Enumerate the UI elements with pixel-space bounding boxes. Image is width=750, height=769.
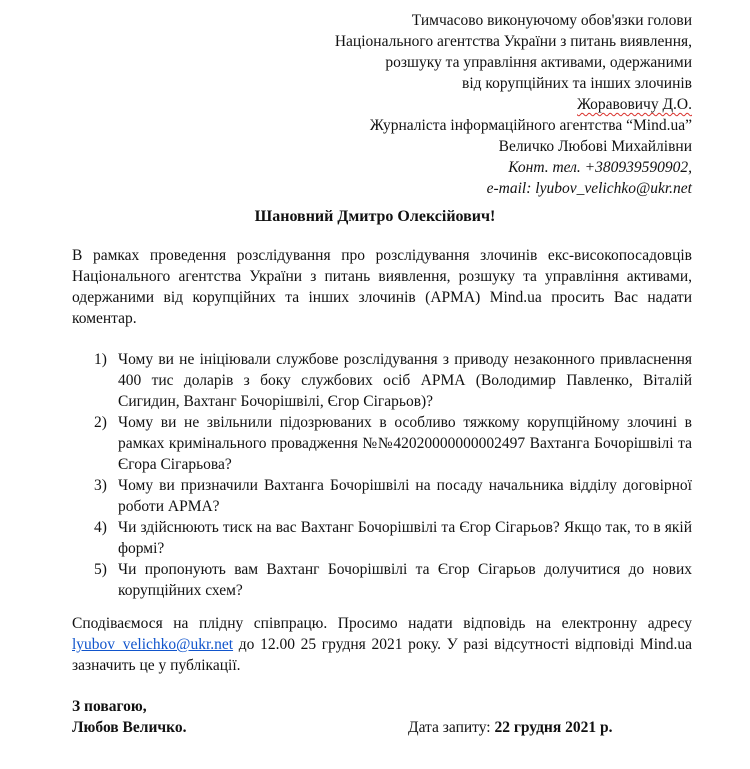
question-number: 1) [94, 351, 107, 368]
question-number: 5) [94, 561, 107, 578]
sender-line: Журналіста інформаційного агентства “Mind.ua” [369, 117, 692, 134]
addressee-name-text: Жоравовичу Д.О. [577, 96, 692, 113]
closing-paragraph [72, 613, 692, 676]
question-number: 3) [94, 477, 107, 494]
addressee-line: від корупційних та інших злочинів [462, 75, 692, 92]
sender-email [335, 178, 692, 199]
list-item [88, 517, 692, 559]
addressee-line: розшуку та управління активами, одержаними [385, 54, 692, 71]
signature-block [72, 696, 187, 738]
intro-paragraph: В рамках проведення розслідування про розслідування злочинів екс-високопосадовців Національного агентства України з питань виявлення, розшуку та управління активами, одержаними від корупційних та інших злочинів (АРМА) Mind.ua просить Вас надати коментар. [72, 247, 692, 327]
signer-name: Любов Величко. [72, 719, 187, 736]
closing-text-after: до 12.00 25 грудня 2021 року. У разі відсутності відповіді Mind.ua зазначить це у публікації. [72, 636, 692, 674]
request-date [408, 717, 612, 738]
question-number: 2) [94, 414, 107, 431]
questions-list [88, 349, 692, 601]
question-number: 4) [94, 519, 107, 536]
question-text: Чому ви не звільнили підозрюваних в особливо тяжкому корупційному злочині в рамках кримінального провадження №№42020000000002497 Вахтанга Бочорішвілі та Єгора Сігарьова? [118, 414, 692, 473]
list-item [88, 475, 692, 517]
question-text: Чому ви не ініціювали службове розслідування з приводу незаконного привласнення 400 тис доларів з боку службових осіб АРМА (Володимир Павленко, Віталій Сигидин, Вахтанг Бочорішвілі, Єгор Сігарьов)? [118, 351, 692, 410]
list-item [88, 412, 692, 475]
addressee-line: Тимчасово виконуючому обов'язки голови [411, 12, 692, 29]
date-value: 22 грудня 2021 р. [494, 719, 613, 736]
addressee-block [335, 10, 692, 199]
regards-text: З повагою, [72, 698, 147, 715]
addressee-name [335, 94, 692, 115]
email-label: e-mail: [486, 180, 536, 197]
sender-phone: Конт. тел. +380939590902, [508, 159, 692, 176]
closing-text-before: Сподіваємося на плідну співпрацю. Просимо надати відповідь на електронну адресу [72, 615, 692, 632]
list-item [88, 349, 692, 412]
email-value: lyubov_velichko@ukr.net [535, 180, 692, 197]
question-text: Чи здійснюють тиск на вас Вахтанг Бочорішвілі та Єгор Сігарьов? Якщо так, то в якій формі? [118, 519, 692, 557]
sender-name: Величко Любові Михайлівни [498, 138, 692, 155]
list-item [88, 559, 692, 601]
salutation: Шановний Дмитро Олексійович! [254, 208, 496, 225]
addressee-line: Національного агентства України з питань виявлення, [334, 33, 692, 50]
email-link[interactable]: lyubov_velichko@ukr.net [72, 636, 234, 653]
question-text: Чому ви призначили Вахтанга Бочорішвілі на посаду начальника відділу договірної роботи АРМА? [118, 477, 692, 515]
question-text: Чи пропонують вам Вахтанг Бочорішвілі та Єгор Сігарьов долучитися до нових корупційних схем? [118, 561, 692, 599]
date-label: Дата запиту: [408, 719, 495, 736]
